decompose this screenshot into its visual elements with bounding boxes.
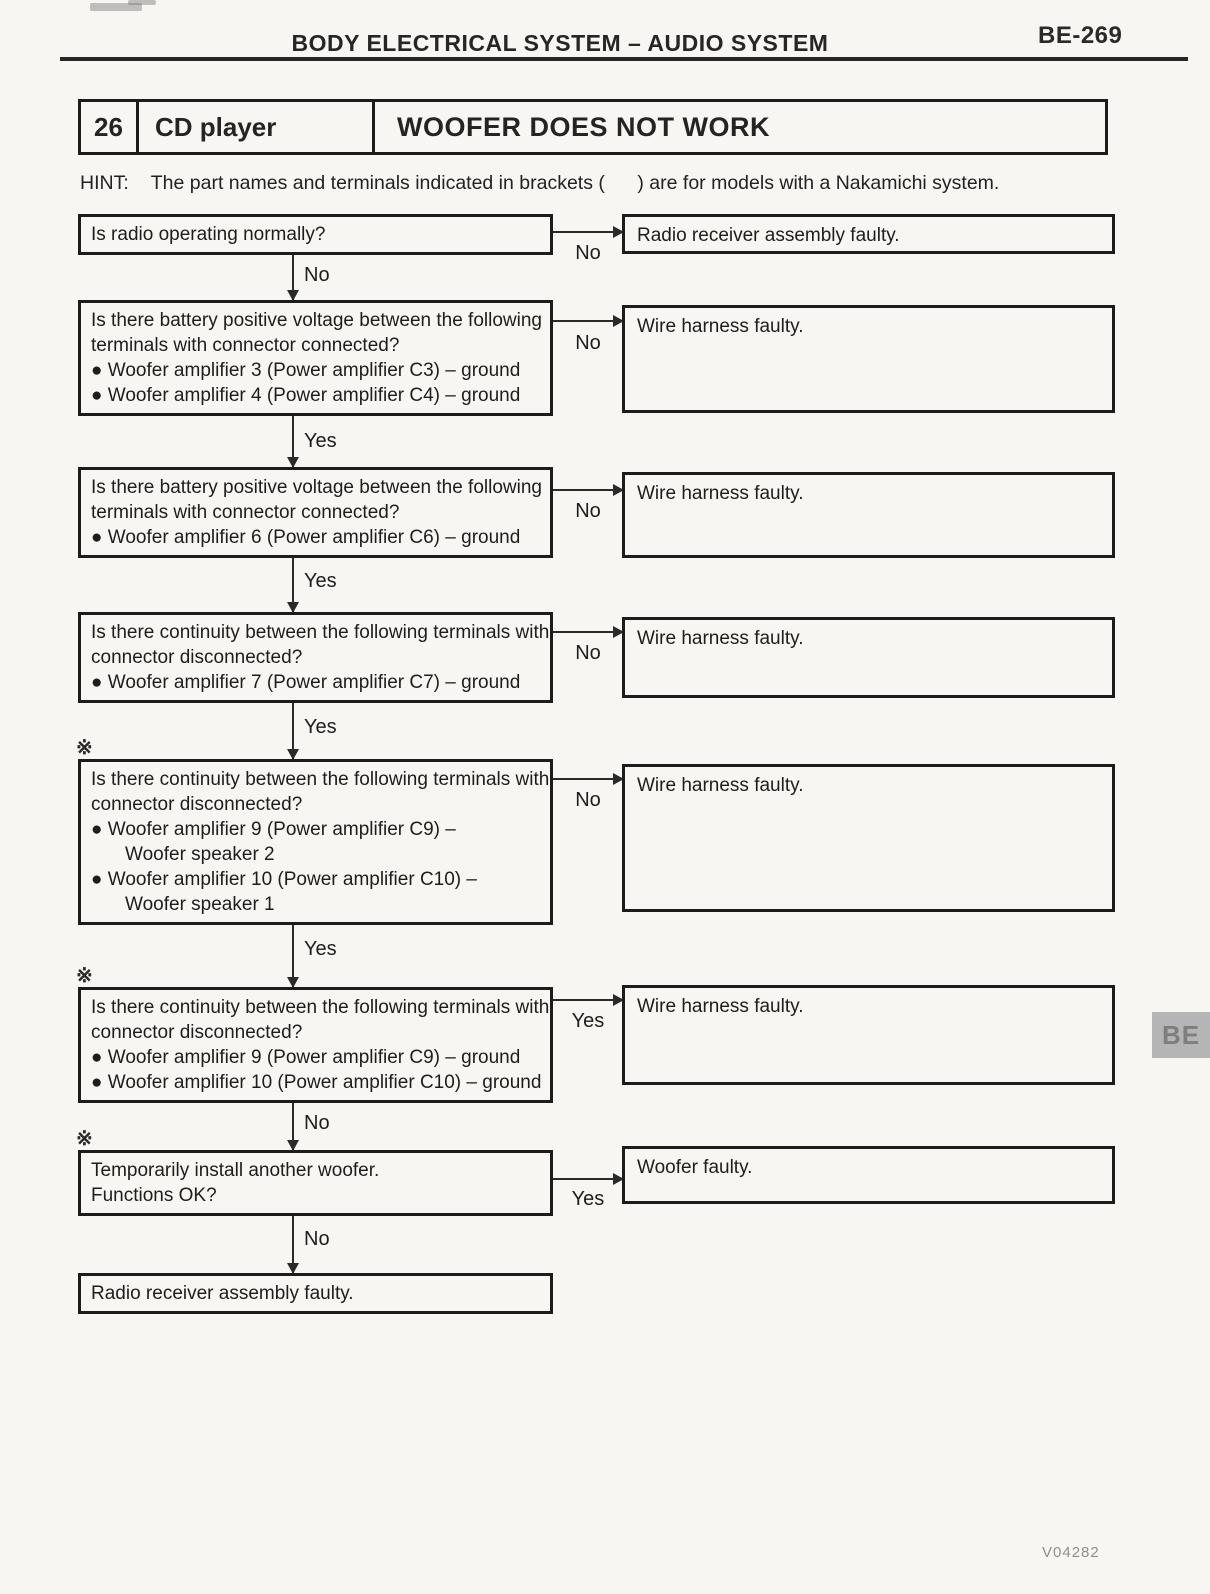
question-line: ● Woofer amplifier 7 (Power amplifier C7) – ground (91, 672, 521, 693)
question-line: connector disconnected? (91, 1022, 303, 1043)
question-box-2 (78, 300, 553, 416)
note-mark: ※ (76, 965, 93, 987)
result-text: Woofer faulty. (637, 1157, 753, 1178)
branch-label: No (575, 242, 601, 264)
page-title: BODY ELECTRICAL SYSTEM – AUDIO SYSTEM (291, 30, 829, 56)
arrow-down-icon (292, 248, 294, 300)
result-text: Wire harness faulty. (637, 775, 804, 796)
hint-text: The part names and terminals indicated in brackets ( ) are for models with a Nakamichi system. (150, 172, 1000, 194)
branch-label: Yes (571, 1010, 605, 1032)
scan-artifact (128, 0, 156, 5)
header-rule (60, 57, 1188, 61)
question-line: Is there continuity between the following terminals with (91, 997, 550, 1018)
question-line: ● Woofer amplifier 4 (Power amplifier C4) – ground (91, 385, 521, 406)
result-box-5 (622, 764, 1115, 912)
question-line: Is there battery positive voltage between the following (91, 310, 542, 331)
arrow-right-icon (551, 1178, 622, 1180)
question-box-4 (78, 612, 553, 703)
result-box-4 (622, 617, 1115, 698)
question-line: Functions OK? (91, 1185, 217, 1206)
figure-code: V04282 (1042, 1544, 1100, 1561)
question-line: Is there battery positive voltage between the following (91, 477, 542, 498)
down-label: Yes (304, 716, 337, 738)
result-box-3 (622, 472, 1115, 558)
question-box-1 (78, 214, 553, 255)
arrow-right-icon (551, 320, 622, 322)
arrow-right-icon (551, 489, 622, 491)
result-box-7 (622, 1146, 1115, 1204)
result-text: Wire harness faulty. (637, 483, 804, 504)
arrow-down-icon (292, 1206, 294, 1273)
question-line: Woofer speaker 1 (125, 894, 275, 915)
section-tab: BE (1152, 1012, 1210, 1058)
result-text: Wire harness faulty. (637, 996, 804, 1017)
question-line: Is there continuity between the following terminals with (91, 622, 550, 643)
question-box-7 (78, 1150, 553, 1216)
branch-label: No (575, 642, 601, 664)
page-number: BE-269 (1038, 22, 1123, 49)
branch-label: Yes (571, 1188, 605, 1210)
result-text: Wire harness faulty. (637, 316, 804, 337)
question-line: ● Woofer amplifier 9 (Power amplifier C9) – ground (91, 1047, 521, 1068)
result-text: Radio receiver assembly faulty. (637, 225, 900, 246)
final-result-box (78, 1273, 553, 1314)
arrow-right-icon (551, 231, 622, 233)
down-label: Yes (304, 430, 337, 452)
hint-label: HINT: (80, 172, 129, 194)
question-line: connector disconnected? (91, 647, 303, 668)
question-line: Temporarily install another woofer. (91, 1160, 380, 1181)
question-line: Is radio operating normally? (91, 224, 326, 245)
down-label: Yes (304, 570, 337, 592)
question-line: ● Woofer amplifier 9 (Power amplifier C9) – (91, 819, 456, 840)
hint-line (80, 172, 999, 195)
result-box-1 (622, 214, 1115, 254)
note-mark: ※ (76, 1128, 93, 1150)
result-box-6 (622, 985, 1115, 1085)
down-label: No (304, 264, 330, 286)
question-line: Is there continuity between the following terminals with (91, 769, 550, 790)
question-line: ● Woofer amplifier 3 (Power amplifier C3) – ground (91, 360, 521, 381)
branch-label: No (575, 500, 601, 522)
down-label: No (304, 1228, 330, 1250)
question-box-5 (78, 759, 553, 925)
question-box-6 (78, 987, 553, 1103)
trouble-component: CD player (139, 102, 375, 152)
arrow-right-icon (551, 631, 622, 633)
question-line: Woofer speaker 2 (125, 844, 275, 865)
branch-label: No (575, 332, 601, 354)
question-line: ● Woofer amplifier 10 (Power amplifier C10) – (91, 869, 477, 890)
question-line: connector disconnected? (91, 794, 303, 815)
result-box-2 (622, 305, 1115, 413)
trouble-problem: WOOFER DOES NOT WORK (397, 111, 770, 142)
question-line: ● Woofer amplifier 6 (Power amplifier C6) – ground (91, 527, 521, 548)
result-text: Wire harness faulty. (637, 628, 804, 649)
question-line: terminals with connector connected? (91, 502, 400, 523)
trouble-title-table (78, 99, 1108, 155)
branch-label: No (575, 789, 601, 811)
question-line: terminals with connector connected? (91, 335, 400, 356)
question-box-3 (78, 467, 553, 558)
down-label: Yes (304, 938, 337, 960)
trouble-number: 26 (81, 102, 139, 152)
result-text: Radio receiver assembly faulty. (91, 1283, 354, 1304)
arrow-right-icon (551, 999, 622, 1001)
note-mark: ※ (76, 737, 93, 759)
question-line: ● Woofer amplifier 10 (Power amplifier C10) – ground (91, 1072, 542, 1093)
arrow-right-icon (551, 778, 622, 780)
down-label: No (304, 1112, 330, 1134)
